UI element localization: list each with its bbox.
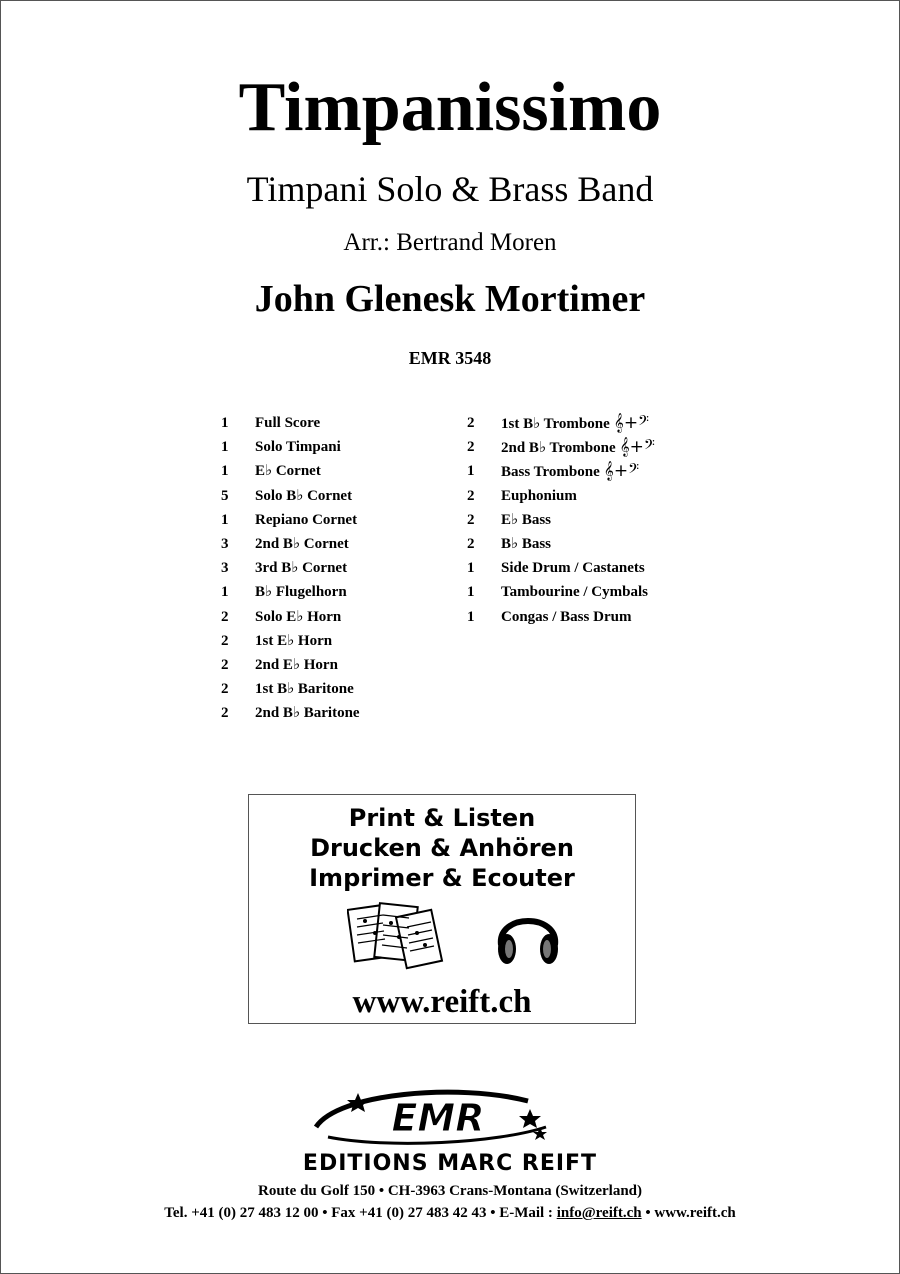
instrument-name bbox=[501, 508, 551, 532]
instrument-name bbox=[501, 580, 648, 604]
instrument-name bbox=[255, 629, 332, 653]
instrument-quantity: 2 bbox=[221, 632, 229, 649]
instrument-name-text: 1st E♭ Horn bbox=[255, 632, 333, 649]
treble-bass-clef-icon: 𝄞+𝄢 bbox=[619, 437, 655, 458]
instrument-name bbox=[255, 653, 338, 677]
instrument-name-text: Side Drum / Castanets bbox=[501, 560, 645, 577]
treble-bass-clef-icon: 𝄞+𝄢 bbox=[603, 461, 640, 482]
instrument-name-text: Congas / Bass Drum bbox=[501, 608, 632, 625]
instrument-quantity: 3 bbox=[221, 535, 229, 552]
instrument-quantity: 1 bbox=[221, 584, 229, 601]
catalog-number: EMR 3548 bbox=[408, 348, 492, 368]
instrument-quantity: 1 bbox=[221, 415, 229, 431]
treble-bass-clef-icon: 𝄞+𝄢 bbox=[613, 413, 649, 433]
instrument-name bbox=[501, 605, 631, 629]
instrument-quantity: 1 bbox=[467, 608, 475, 625]
instrument-quantity: 1 bbox=[467, 584, 475, 601]
instrument-name-text: E♭ Bass bbox=[501, 511, 552, 528]
instrument-name bbox=[255, 701, 360, 725]
instrument-name-text: 3rd B♭ Cornet bbox=[255, 560, 348, 577]
instrument-name bbox=[255, 677, 354, 701]
instrument-name-text: E♭ Cornet bbox=[255, 463, 321, 480]
emr-logo bbox=[308, 1087, 558, 1149]
instrument-name bbox=[501, 435, 655, 460]
instrument-quantity: 1 bbox=[221, 463, 229, 480]
instrument-quantity: 1 bbox=[467, 463, 475, 480]
instrument-quantity: 1 bbox=[221, 511, 229, 528]
promo-line-2: Drucken & Anhören bbox=[310, 834, 574, 862]
instrument-quantity: 2 bbox=[221, 705, 229, 722]
instrument-name-text: B♭ Flugelhorn bbox=[255, 584, 347, 601]
publisher-contact bbox=[0, 1203, 900, 1223]
instrument-name-text: Solo E♭ Horn bbox=[255, 608, 342, 625]
instrument-name-text: Repiano Cornet bbox=[255, 511, 358, 528]
page-title: Timpanissimo bbox=[238, 69, 662, 146]
contact-phone-fax: Tel. +41 (0) 27 483 12 00 • Fax +41 (0) 27 483 42 43 • E-Mail : bbox=[164, 1205, 557, 1221]
instrument-name bbox=[501, 484, 577, 508]
instrument-name-text: Tambourine / Cymbals bbox=[501, 584, 648, 601]
instrument-name-text: Full Score bbox=[255, 415, 321, 431]
instrument-quantity: 2 bbox=[467, 535, 475, 552]
instrument-quantity: 2 bbox=[467, 511, 475, 528]
emr-logo-text: EMR bbox=[391, 1096, 485, 1140]
print-listen-box bbox=[248, 794, 636, 1024]
instrument-quantity: 2 bbox=[467, 487, 475, 504]
instrument-name-text: 2nd E♭ Horn bbox=[255, 656, 338, 673]
arranger: Arr.: Bertrand Moren bbox=[343, 229, 557, 256]
instrument-quantity: 2 bbox=[221, 681, 229, 698]
instrument-quantity: 2 bbox=[467, 415, 475, 431]
instrument-name bbox=[255, 459, 321, 483]
contact-email-link[interactable]: info@reift.ch bbox=[556, 1205, 642, 1221]
instrument-name-text: 2nd B♭ Trombone bbox=[501, 440, 616, 457]
promo-url[interactable]: www.reift.ch bbox=[352, 984, 532, 1020]
instrument-name bbox=[501, 459, 639, 484]
headphones-icon bbox=[493, 899, 563, 973]
instrument-name bbox=[255, 411, 320, 435]
instrument-name bbox=[255, 435, 341, 459]
instrument-name-text: Bass Trombone bbox=[501, 464, 600, 481]
composer: John Glenesk Mortimer bbox=[254, 278, 646, 320]
instrument-quantity: 3 bbox=[221, 560, 229, 577]
instrument-name-text: B♭ Bass bbox=[501, 535, 552, 552]
instrument-name bbox=[255, 556, 347, 580]
instrument-name bbox=[501, 532, 551, 556]
instrument-name-text: 1st B♭ Trombone bbox=[501, 416, 610, 432]
instrument-name bbox=[255, 484, 352, 508]
instrument-name-text: 1st B♭ Baritone bbox=[255, 681, 354, 698]
instrument-quantity: 1 bbox=[467, 560, 475, 577]
instrument-name-text: 2nd B♭ Baritone bbox=[255, 705, 360, 722]
instrument-quantity: 2 bbox=[221, 608, 229, 625]
promo-line-1: Print & Listen bbox=[348, 804, 536, 832]
instrument-name bbox=[501, 556, 645, 580]
instrument-name bbox=[255, 580, 347, 604]
publisher-name: EDITIONS MARC REIFT bbox=[302, 1151, 598, 1176]
publisher-address: Route du Golf 150 • CH-3963 Crans-Montana (Switzerland) bbox=[258, 1183, 642, 1199]
instrument-quantity: 2 bbox=[467, 439, 475, 456]
instrument-quantity: 1 bbox=[221, 439, 229, 456]
instrument-quantity: 5 bbox=[221, 487, 229, 504]
instrument-name-text: Solo Timpani bbox=[255, 439, 341, 456]
instrument-name-text: Euphonium bbox=[501, 487, 577, 504]
instrument-name-text: Solo B♭ Cornet bbox=[255, 487, 353, 504]
instrument-name bbox=[255, 605, 341, 629]
instrument-quantity: 2 bbox=[221, 656, 229, 673]
promo-line-3: Imprimer & Ecouter bbox=[309, 864, 575, 892]
instrument-name bbox=[255, 532, 349, 556]
instrument-name bbox=[255, 508, 357, 532]
instrument-name bbox=[501, 411, 649, 436]
sheet-music-icon bbox=[347, 899, 447, 973]
contact-website[interactable]: • www.reift.ch bbox=[641, 1205, 736, 1221]
subtitle: Timpani Solo & Brass Band bbox=[246, 169, 654, 209]
instrument-name-text: 2nd B♭ Cornet bbox=[255, 535, 349, 552]
